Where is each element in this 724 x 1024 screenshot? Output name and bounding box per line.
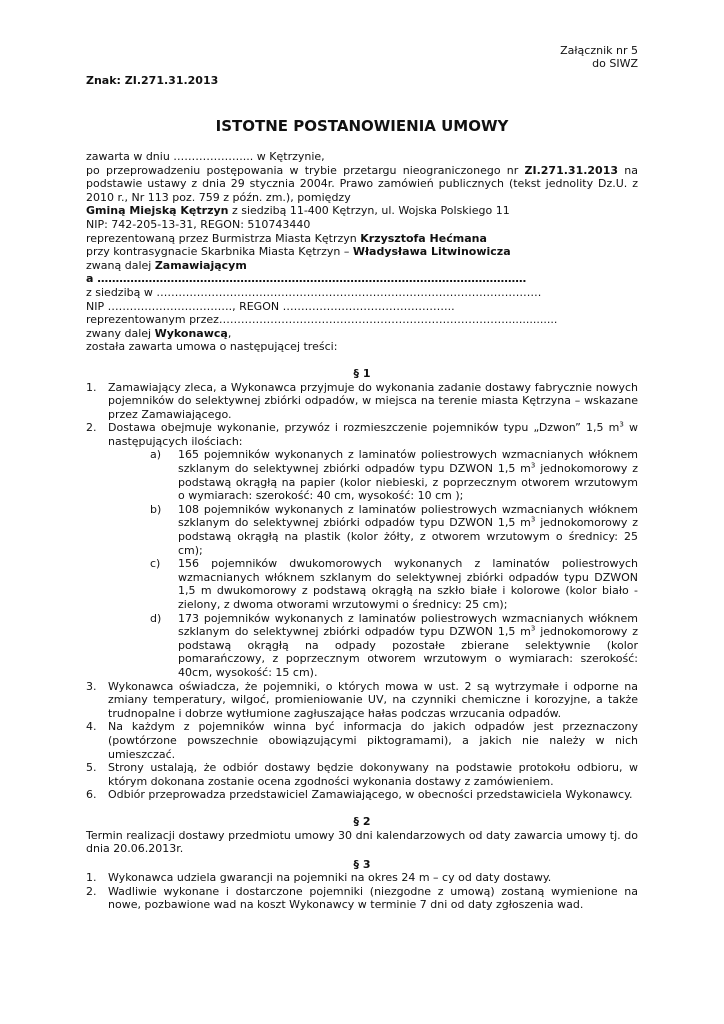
list-item: 4. Na każdym z pojemników winna być informacja do jakich odpadów jest przeznaczony (powtórzone powszechnie obowiązującymi piktogramami), a jakich nie należy w nich umieszczać. xyxy=(86,720,638,761)
intro-wykonawca: zwany dalej Wykonawcą, xyxy=(86,326,232,340)
intro-nip: NIP: 742-205-13-31, REGON: 510743440 xyxy=(86,217,311,231)
section-3-list xyxy=(86,871,638,912)
list-item: 2. Dostawa obejmuje wykonanie, przywóz i rozmieszczenie pojemników typu „Dzwon” 1,5 $m^3$ w następujących ilościach: a) 165 pojemników wykonanych z laminatów poliestrowych wzmacnianych włóknem szklanym do selektywnej zbiórki odpadów typu DZWON 1,5 $m^3$ jednokomorowy z podstawą okrągłą na papier (kolor niebieski, z poprzecznym otworem wrzutowym o wymiarach: szerokość: 40 cm, wysokość: 10 cm ); b) 108 pojemników wykonanych z laminatów poliestrowych wzmacnianych włóknem szklanym do selektywnej zbiórki odpadów typu DZWON 1,5 $m^3$ jednokomorowy z podstawą okrągłą na plastik (kolor żółty, z otworem wrzutowym o średnicy: 25 cm); c) 156 pojemników dwukomorowych wykonanych z laminatów poliestrowych wzmacnianych włóknem szklanym do selektywnej zbiórki odpadów typu DZWON 1,5 m dwukomorowy z podstawą okrągłą na szkło białe i kolorowe (kolor biało - zielony, z dwoma otworami wrzutowymi o średnicy: 25 cm); d) 173 pojemników wykonanych z laminatów poliestrowych wzmacnianych włóknem szklanym do selektywnej zbiórki odpadów typu DZWON 1,5 $m^3$ jednokomorowy z podstawą okrągłą na odpady pozostałe zbierane selektywnie (kolor pomarańczowy, z poprzecznym otworem wrzutowym o wymiarach: szerokość: 40cm, wysokość: 15 cm). xyxy=(86,420,639,679)
list-item: 3. Wykonawca oświadcza, że pojemniki, o których mowa w ust. 2 są wytrzymałe i odporne na zmiany temperatury, wilgoć, promieniowanie UV, na czynniki chemiczne i korozyjne, a także trudnopalne i dobrze wytłumione zagłuszające hałas podczas wrzucania odpadów. xyxy=(86,679,638,720)
intro-concluded: została zawarta umowa o następującej treści: xyxy=(86,340,338,354)
contractor-name-line: a ……………………………………………………………………………………………………… xyxy=(86,272,527,286)
attachment-line2: do SIWZ xyxy=(592,57,638,70)
section-1-heading: § 1 xyxy=(353,366,371,380)
list-item: 1. Zamawiający zleca, a Wykonawca przyjmuje do wykonania zadanie dostawy fabrycznie nowych pojemników do selektywnej zbiórki odpadów, w miejsca na terenie miasta Kętrzyna – wskazane przez Zamawiającego. xyxy=(86,380,638,421)
sublist-item: b) 108 pojemników wykonanych z laminatów poliestrowych wzmacnianych włóknem szklanym do selektywnej zbiórki odpadów typu DZWON 1,5 $m^3$ jednokomorowy z podstawą okrągłą na plastik (kolor żółty, z otworem wrzutowym o średnicy: 25 cm); xyxy=(150,502,638,557)
attachment-line1: Załącznik nr 5 xyxy=(560,44,638,57)
sublist xyxy=(86,448,638,679)
contractor-nip-line: NIP ……………………………., REGON ……………………………………….. xyxy=(86,299,455,313)
section-2-heading: § 2 xyxy=(353,814,371,828)
sublist-item: d) 173 pojemników wykonanych z laminatów poliestrowych wzmacnianych włóknem szklanym do selektywnej zbiórki odpadów typu DZWON 1,5 $m^3$ jednokomorowy z podstawą okrągłą na odpady pozostałe zbierane selektywnie (kolor pomarańczowy, z poprzecznym otworem wrzutowym o wymiarach: szerokość: 40cm, wysokość: 15 cm). xyxy=(150,611,638,679)
sublist-item: c) 156 pojemników dwukomorowych wykonanych z laminatów poliestrowych wzmacnianych włóknem szklanym do selektywnej zbiórki odpadów typu DZWON 1,5 m dwukomorowy z podstawą okrągłą na szkło białe i kolorowe (kolor biało - zielony, z dwoma otworami wrzutowymi o średnicy: 25 cm); xyxy=(150,557,638,611)
document-title: ISTOTNE POSTANOWIENIA UMOWY xyxy=(215,117,509,135)
sublist-item: a) 165 pojemników wykonanych z laminatów poliestrowych wzmacnianych włóknem szklanym do selektywnej zbiórki odpadów typu DZWON 1,5 $m^3$ jednokomorowy z podstawą okrągłą na papier (kolor niebieski, z poprzecznym otworem wrzutowym o wymiarach: szerokość: 40 cm, wysokość: 10 cm ); xyxy=(150,448,638,503)
intro-zamawiajacy: zwaną dalej Zamawiającym xyxy=(86,258,247,272)
section-3-heading: § 3 xyxy=(353,857,371,871)
attachment-label xyxy=(560,44,638,70)
intro-date: zawarta w dniu ……………….... w Kętrzynie, xyxy=(86,150,325,163)
document-body xyxy=(86,150,638,912)
list-item: 2. Wadliwie wykonane i dostarczone pojemniki (niezgodne z umową) zostaną wymienione na nowe, pozbawione wad na koszt Wykonawcy w terminie 7 dni od daty zgłoszenia wad. xyxy=(86,884,638,912)
list-item: 6. Odbiór przeprowadza przedstawiciel Zamawiającego, w obecności przedstawiciela Wykonawcy. xyxy=(86,788,633,802)
section-1-list xyxy=(86,381,638,802)
intro-countersignature: przy kontrasygnacie Skarbnika Miasta Kętrzyn – Władysława Litwinowicza xyxy=(86,245,511,259)
reference-number: Znak: ZI.271.31.2013 xyxy=(86,74,219,87)
intro-procedure: po przeprowadzeniu postępowania w trybie przetargu nieograniczonego nr ZI.271.31.2013 na podstawie ustawy z dnia 29 stycznia 2004r. Prawo zamówień publicznych (tekst jednolity Dz.U. z 2010 r., Nr 113 poz. 759 z późn. zm.), pomiędzy xyxy=(86,163,638,204)
contractor-rep-line: reprezentowanym przez……………………………………………………………………............... xyxy=(86,313,558,327)
list-item: 1. Wykonawca udziela gwarancji na pojemniki na okres 24 m – cy od daty dostawy. xyxy=(86,871,552,885)
section-2-text: Termin realizacji dostawy przedmiotu umowy 30 dni kalendarzowych od daty zawarcia umowy tj. do dnia 20.06.2013r. xyxy=(86,828,638,856)
contractor-address-line: z siedzibą w …………………………………………………………………………………………… xyxy=(86,285,542,299)
intro-gmina: Gminą Miejską Kętrzyn z siedzibą 11-400 Kętrzyn, ul. Wojska Polskiego 11 xyxy=(86,204,510,218)
list-item: 5. Strony ustalają, że odbiór dostawy będzie dokonywany na podstawie protokołu odbioru, w którym dokonana zostanie ocena zgodności wykonania dostawy z zamówieniem. xyxy=(86,761,638,788)
intro-representative: reprezentowaną przez Burmistrza Miasta Kętrzyn Krzysztofa Hećmana xyxy=(86,231,487,245)
